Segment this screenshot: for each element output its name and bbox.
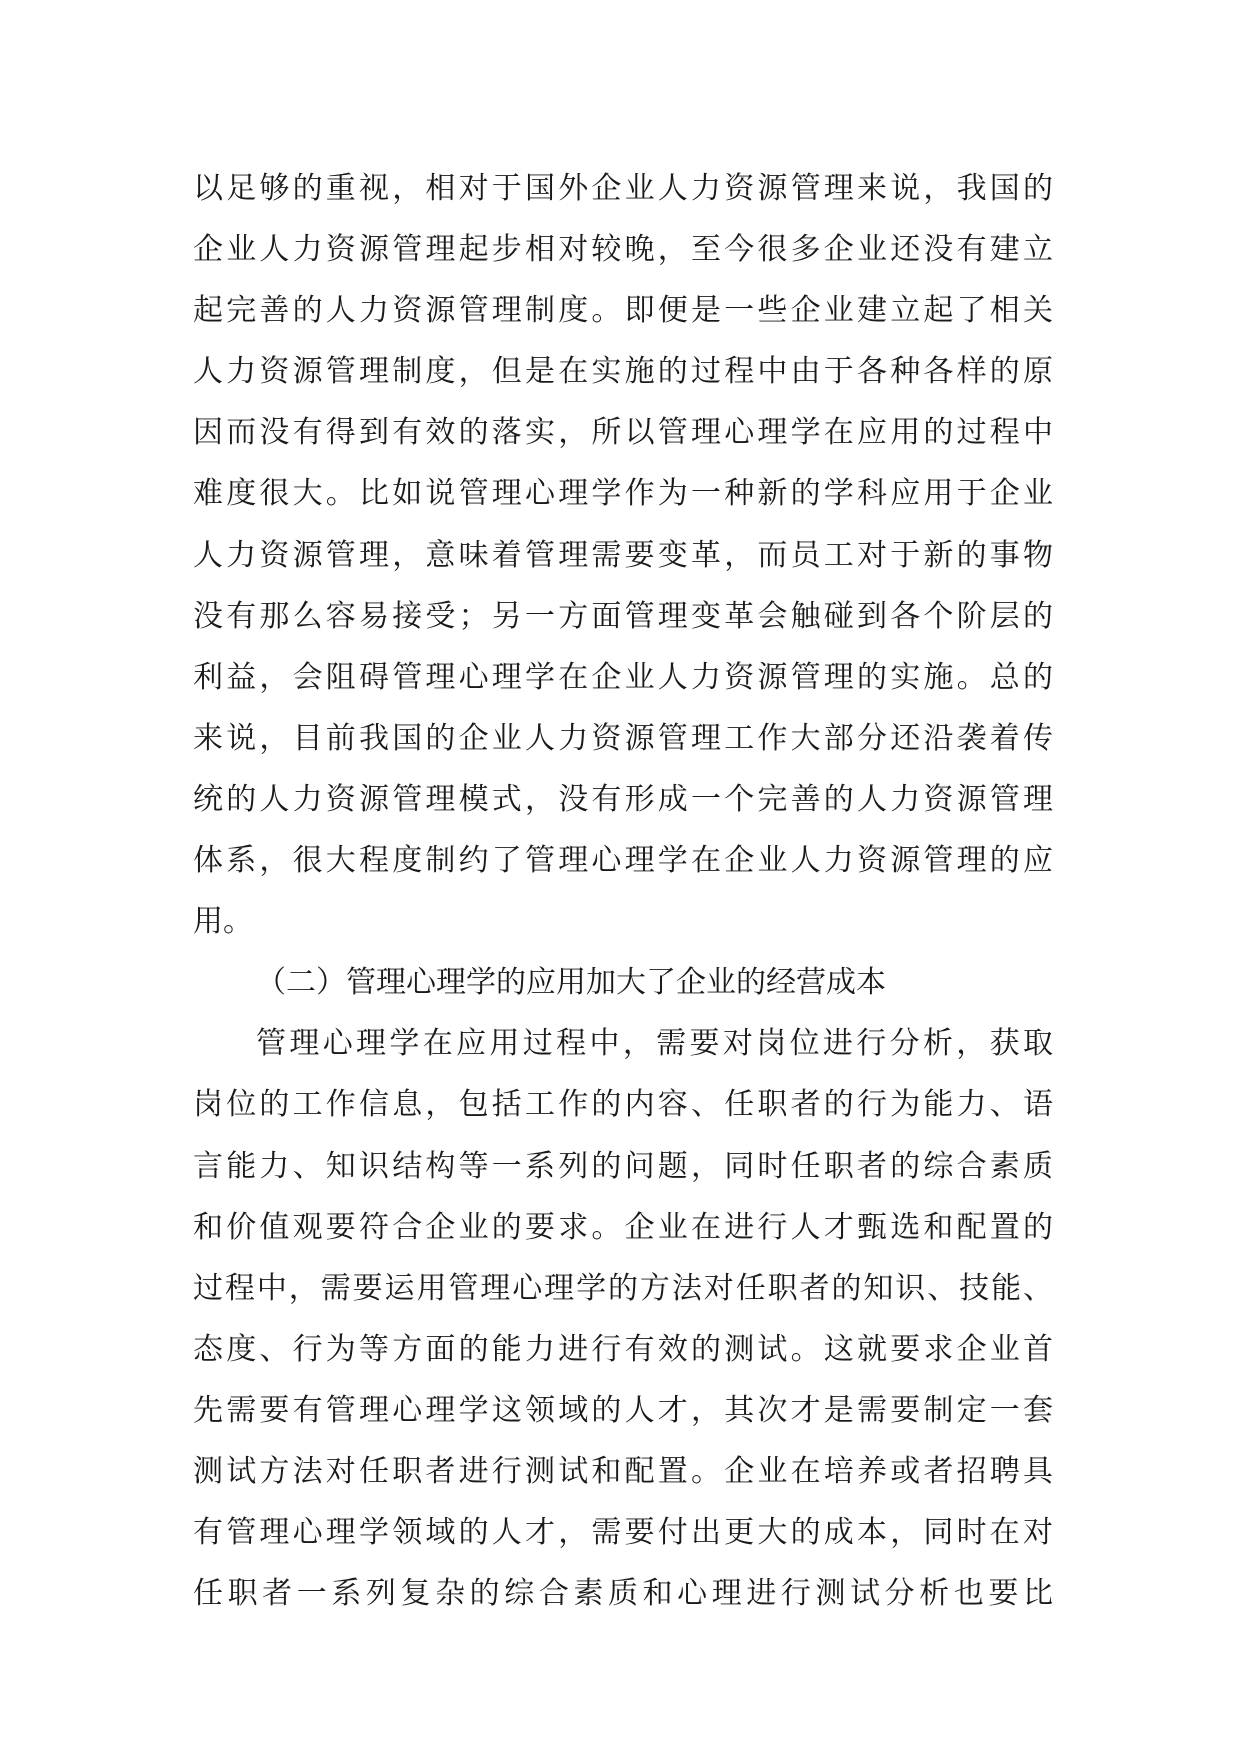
heading-line: （二）管理心理学的应用加大了企业的经营成本 xyxy=(256,965,886,1001)
body-text xyxy=(193,158,1053,1624)
text-line: 起完善的人力资源管理制度。即便是一些企业建立起了相关 xyxy=(193,293,1053,329)
text-line: 难度很大。比如说管理心理学作为一种新的学科应用于企业 xyxy=(193,476,1053,512)
paragraph-2 xyxy=(193,1013,1053,1624)
text-line: 没有那么容易接受；另一方面管理变革会触碰到各个阶层的 xyxy=(193,598,1053,634)
text-line: 企业人力资源管理起步相对较晚，至今很多企业还没有建立 xyxy=(193,232,1053,268)
paragraph-1 xyxy=(193,158,1053,952)
text-line: 人力资源管理制度，但是在实施的过程中由于各种各样的原 xyxy=(193,354,1053,390)
text-line: 态度、行为等方面的能力进行有效的测试。这就要求企业首 xyxy=(193,1331,1053,1367)
text-line: 因而没有得到有效的落实，所以管理心理学在应用的过程中 xyxy=(193,415,1053,451)
text-line: 来说，目前我国的企业人力资源管理工作大部分还沿袭着传 xyxy=(193,720,1053,756)
text-line: 体系，很大程度制约了管理心理学在企业人力资源管理的应 xyxy=(193,843,1053,879)
text-line-first: 管理心理学在应用过程中，需要对岗位进行分析，获取 xyxy=(256,1026,1053,1062)
text-line: 过程中，需要运用管理心理学的方法对任职者的知识、技能、 xyxy=(193,1270,1053,1306)
text-line: 有管理心理学领域的人才，需要付出更大的成本，同时在对 xyxy=(193,1515,1053,1551)
text-line-last: 用。 xyxy=(193,904,253,940)
text-line: 统的人力资源管理模式，没有形成一个完善的人力资源管理 xyxy=(193,781,1053,817)
text-line: 以足够的重视，相对于国外企业人力资源管理来说，我国的 xyxy=(193,171,1053,206)
text-line: 任职者一系列复杂的综合素质和心理进行测试分析也要比 xyxy=(193,1576,1053,1612)
text-line: 和价值观要符合企业的要求。企业在进行人才甄选和配置的 xyxy=(193,1209,1053,1245)
text-line: 利益，会阻碍管理心理学在企业人力资源管理的实施。总的 xyxy=(193,659,1053,695)
text-line: 先需要有管理心理学这领域的人才，其次才是需要制定一套 xyxy=(193,1392,1053,1428)
text-line: 人力资源管理，意味着管理需要变革，而员工对于新的事物 xyxy=(193,537,1053,573)
text-line: 言能力、知识结构等一系列的问题，同时任职者的综合素质 xyxy=(193,1148,1053,1184)
text-line: 岗位的工作信息，包括工作的内容、任职者的行为能力、语 xyxy=(193,1087,1053,1123)
text-line: 测试方法对任职者进行测试和配置。企业在培养或者招聘具 xyxy=(193,1453,1053,1489)
section-heading xyxy=(193,952,1053,1013)
